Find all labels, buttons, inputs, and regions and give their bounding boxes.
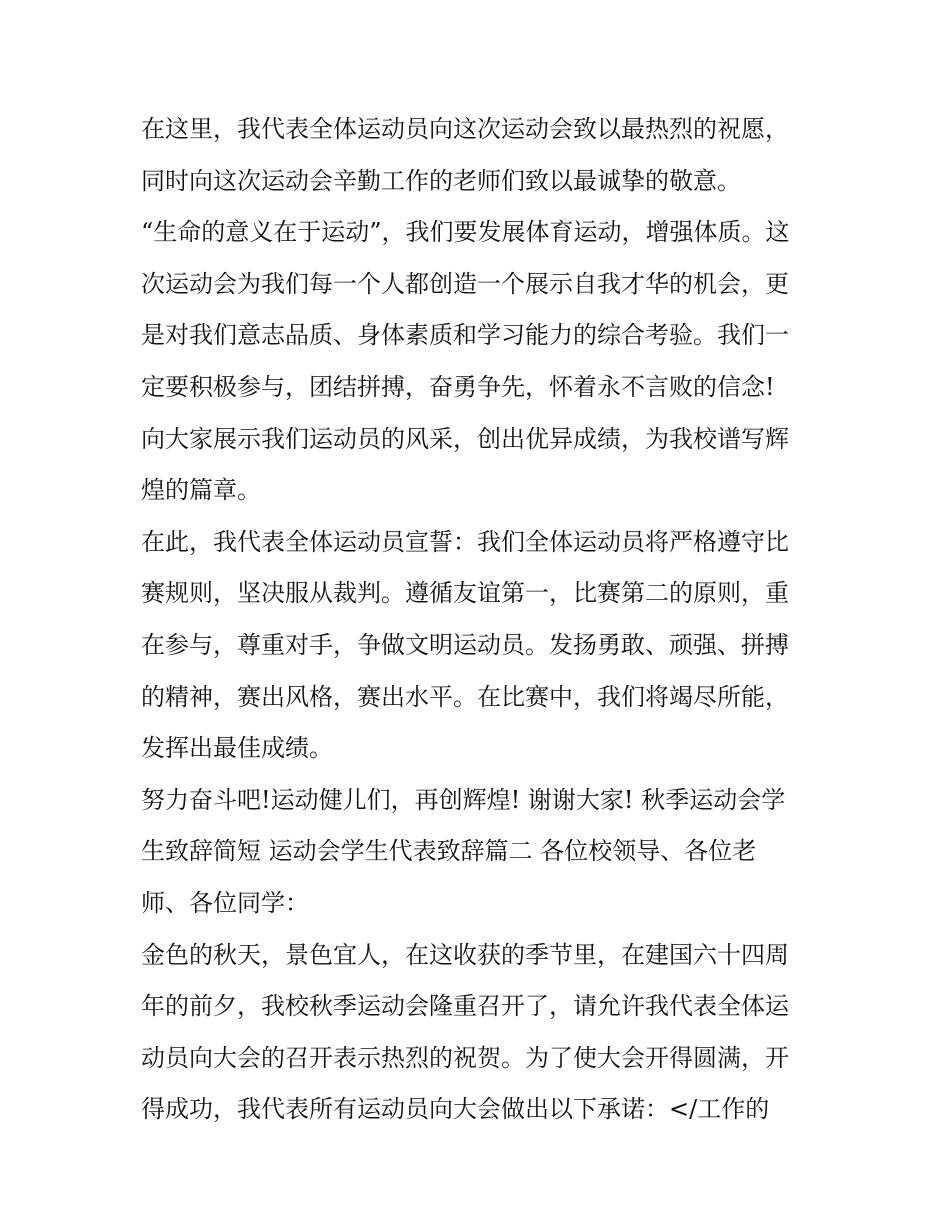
text-line: 年的前夕，我校秋季运动会隆重召开了，请允许我代表全体运 [141,992,789,1021]
text-line: 煌的篇章。 [141,476,261,505]
text-line: 在这里，我代表全体运动员向这次运动会致以最热烈的祝愿， [141,115,789,143]
text-line: 在此，我代表全体运动员宣誓：我们全体运动员将严格遵守比 [141,527,789,556]
text-line: 金色的秋天，景色宜人，在这收获的季节里，在建国六十四周 [141,940,789,969]
document-body [141,104,821,1136]
text-line: 向大家展示我们运动员的风采，创出优异成绩，为我校谱写辉 [141,424,789,453]
text-line: 同时向这次运动会辛勤工作的老师们致以最诚挚的敬意。 [141,166,741,195]
text-line: 得成功，我代表所有运动员向大会做出以下承诺：</工作的 [141,1095,770,1124]
text-line: 发挥出最佳成绩。 [141,734,333,763]
text-line: 生致辞简短 运动会学生代表致辞篇二 各位校领导、各位老 [141,837,757,866]
text-line: 在参与，尊重对手，争做文明运动员。发扬勇敢、顽强、拼搏 [141,630,789,659]
text-line: 师、各位同学： [141,888,309,917]
text-line: “生命的意义在于运动”，我们要发展体育运动，增强体质。这 [141,218,790,247]
text-line: 的精神，赛出风格，赛出水平。在比赛中，我们将竭尽所能， [141,682,789,711]
text-line: 努力奋斗吧!运动健儿们，再创辉煌! 谢谢大家! 秋季运动会学 [141,785,786,814]
text-line: 赛规则，坚决服从裁判。遵循友谊第一，比赛第二的原则，重 [141,579,789,608]
text-line: 是对我们意志品质、身体素质和学习能力的综合考验。我们一 [141,321,789,350]
text-line: 次运动会为我们每一个人都创造一个展示自我才华的机会，更 [141,269,789,298]
text-line: 动员向大会的召开表示热烈的祝贺。为了使大会开得圆满，开 [141,1043,789,1072]
text-line: 定要积极参与，团结拼搏，奋勇争先，怀着永不言败的信念! [141,372,775,401]
